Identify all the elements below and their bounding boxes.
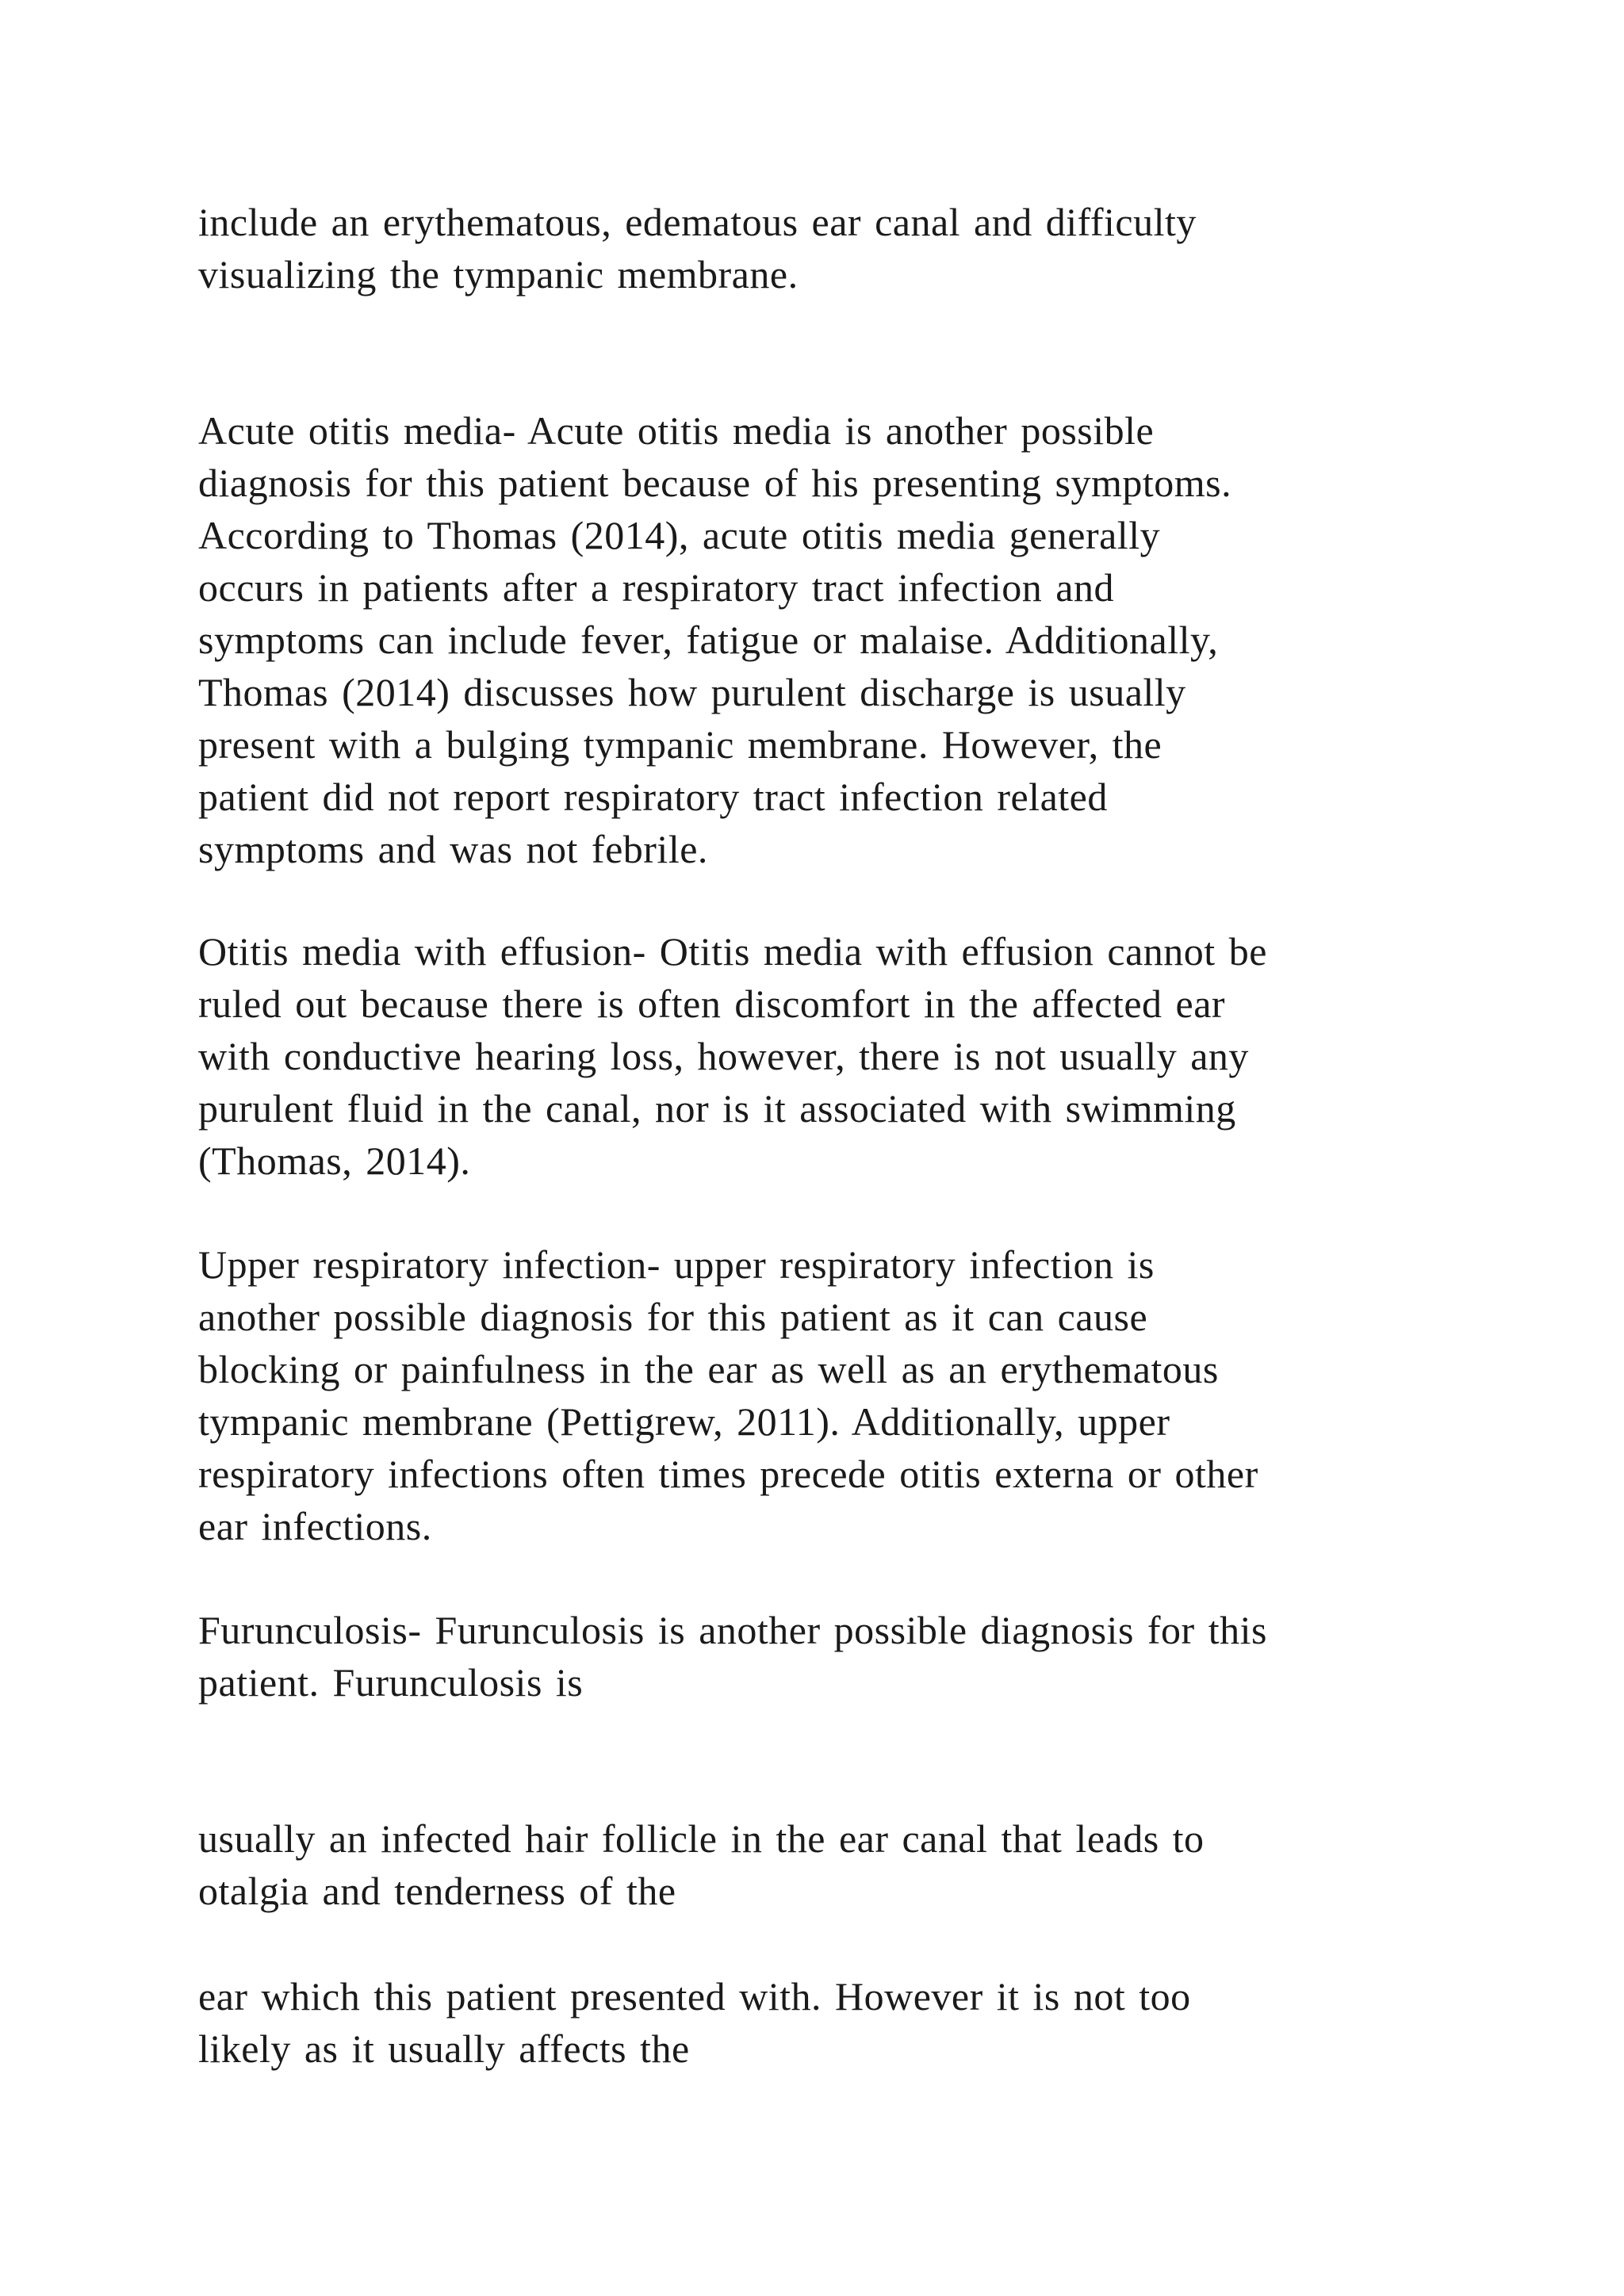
text-line: likely as it usually affects the: [198, 2026, 690, 2071]
paragraph-furunculosis: [198, 1604, 1499, 1709]
text-line: otalgia and tenderness of the: [198, 1869, 676, 1913]
text-line: patient did not report respiratory tract infection related: [198, 775, 1108, 819]
text-line: symptoms can include fever, fatigue or malaise. Additionally,: [198, 618, 1219, 662]
text-line: symptoms and was not febrile.: [198, 827, 708, 871]
text-line: According to Thomas (2014), acute otitis media generally: [198, 513, 1161, 557]
text-line: Furunculosis- Furunculosis is another possible diagnosis for this: [198, 1608, 1267, 1652]
text-line: Acute otitis media- Acute otitis media is another possible: [198, 408, 1155, 453]
text-line: (Thomas, 2014).: [198, 1138, 471, 1183]
text-line: diagnosis for this patient because of his presenting symptoms.: [198, 461, 1232, 505]
paragraph-otitis-media-with-effusion: [198, 925, 1499, 1187]
text-line: Otitis media with effusion- Otitis media with effusion cannot be: [198, 929, 1267, 974]
text-line: Thomas (2014) discusses how purulent discharge is usually: [198, 670, 1186, 714]
paragraph-acute-otitis-media: [198, 404, 1499, 875]
paragraph-otitis-externa-continuation: [198, 196, 1499, 300]
text-line: present with a bulging tympanic membrane. However, the: [198, 722, 1162, 767]
text-line: with conductive hearing loss, however, there is not usually any: [198, 1034, 1249, 1078]
text-line: purulent fluid in the canal, nor is it associated with swimming: [198, 1086, 1236, 1131]
text-line: include an erythematous, edematous ear canal and difficulty: [198, 200, 1197, 244]
text-line: ear infections.: [198, 1504, 432, 1548]
text-line: visualizing the tympanic membrane.: [198, 252, 799, 297]
text-line: occurs in patients after a respiratory tract infection and: [198, 565, 1114, 610]
text-line: usually an infected hair follicle in the ear canal that leads to: [198, 1816, 1205, 1861]
paragraph-furunculosis-continued: [198, 1812, 1499, 1917]
text-line: patient. Furunculosis is: [198, 1660, 584, 1705]
text-line: Upper respiratory infection- upper respiratory infection is: [198, 1242, 1155, 1287]
text-line: respiratory infections often times precede otitis externa or other: [198, 1452, 1258, 1496]
text-line: another possible diagnosis for this patient as it can cause: [198, 1295, 1148, 1339]
text-line: ear which this patient presented with. However it is not too: [198, 1974, 1191, 2019]
text-line: ruled out because there is often discomfort in the affected ear: [198, 982, 1226, 1026]
paragraph-furunculosis-likelihood: [198, 1970, 1499, 2075]
paragraph-upper-respiratory-infection: [198, 1238, 1499, 1552]
text-line: blocking or painfulness in the ear as well as an erythematous: [198, 1347, 1219, 1391]
text-line: tympanic membrane (Pettigrew, 2011). Additionally, upper: [198, 1399, 1170, 1444]
